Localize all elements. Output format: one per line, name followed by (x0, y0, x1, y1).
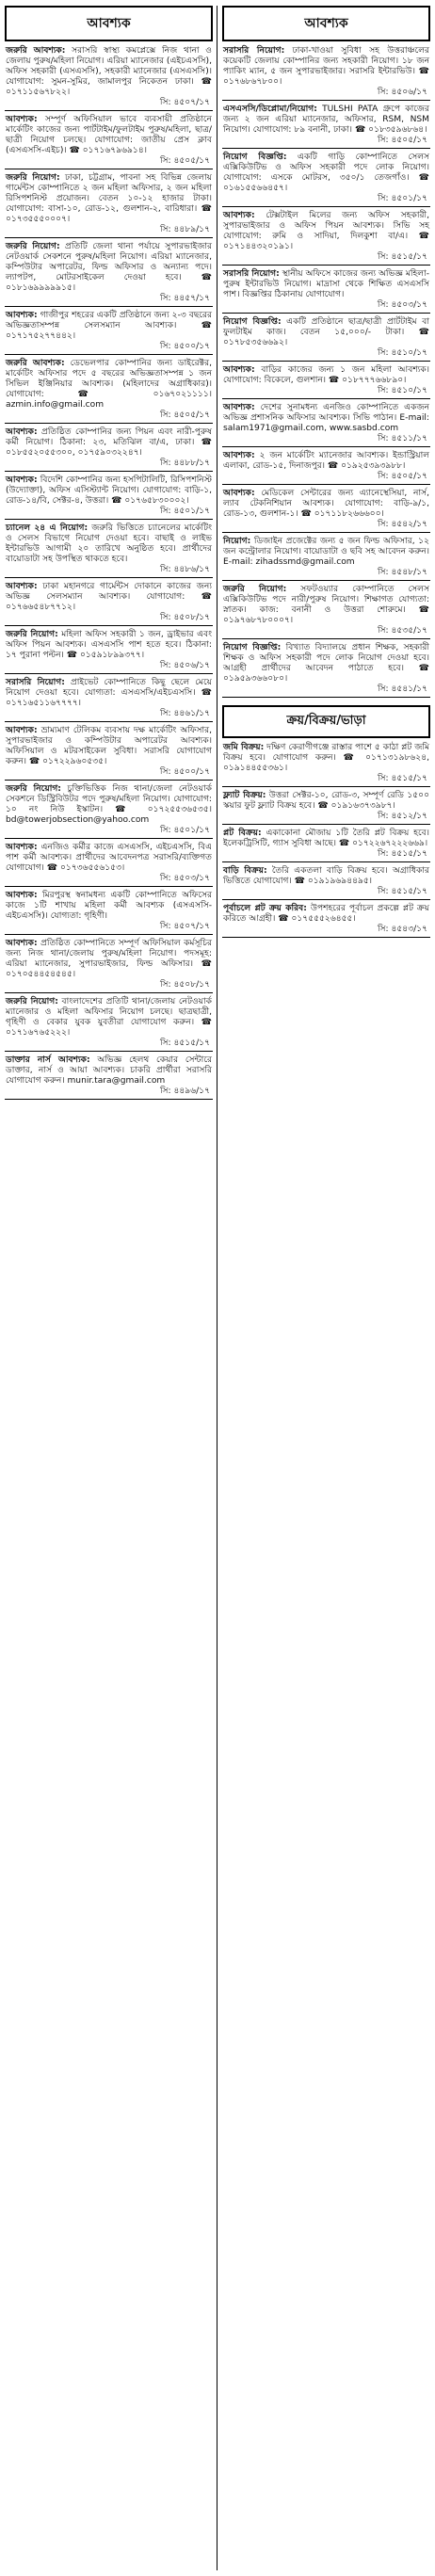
ad-separator (222, 824, 430, 825)
left-section-header: আবশ্যক (5, 6, 213, 41)
classified-ad (222, 535, 430, 579)
ad-text: বাড়ির কাজের জন্য ১ জন মহিলা আবশ্যক। যোগাযোগ: বিকেলে, গুলশান। ☎ ০১৮৭৭৭৬৬৮৯০। (223, 365, 429, 385)
ad-keyword: সরাসরি নিয়োগ: (223, 46, 285, 56)
ad-code: সি: ৪৫১১/১৭ (377, 434, 427, 443)
classified-ad (5, 44, 213, 109)
ad-text: দেশের সুনামধন্য এনজিও কোম্পানিতে একজন অভিজ্ঞ প্রশাসনিক অফিসার আবশ্যক। সিভি পাঠান। E-mail: salam1971@gmail.com, www.sasbd.com (223, 403, 429, 433)
ad-code: সি: ৪৫০৬/১৭ (377, 88, 427, 97)
ad-keyword: জরুরি আবশ্যক: (6, 46, 66, 56)
ad-code: সি: ৪৪৮৯/১৭ (159, 225, 210, 234)
classified-ad (5, 522, 213, 576)
ad-text: দক্ষিণ কেরাণীগঞ্জে রাস্তার পাশে ৫ কাঠা প্লট জমি বিক্রয় হবে। যোগাযোগ করুন। ☎ ০১৭১৩১৯৮৬২৪, ০১৯১৪৪৫৫৩৬১। (223, 743, 429, 773)
ad-keyword: আবশ্যক: (6, 475, 38, 485)
ad-text: TULSHI PATA গ্রুপে কাজের জন্য ২ জন এরিয়া ম্যানেজার, অফিসার, RSM, NSM নিয়োগ। যোগাযোগ: ৮৯ বনানী, ঢাকা। ☎ ০১৮৩৫৯৬৮৬৪। (223, 105, 429, 135)
classified-ad (222, 789, 430, 823)
ad-keyword: নিয়োগ: (223, 537, 251, 546)
ad-keyword: জরুরি আবশ্যক: (6, 359, 65, 368)
classified-ad (5, 782, 213, 837)
ad-separator (5, 838, 213, 839)
ad-keyword: বাড়ি বিক্রয়: (223, 866, 267, 876)
ad-separator (5, 306, 213, 307)
ad-text: বিদেশি কোম্পানির জন্য হসপিটালিটি, রিসিপশনিস্ট (উদ্যোক্তা), অফিস এসিস্ট্যান্ট নিয়োগ। যোগাযোগ: বাড়ি-১, রোড-১৪/বি, সেক্টর-৪, উত্তরা। ☎ ০১৭৬৫৮৩০০০২। (6, 475, 212, 506)
ad-keyword: আবশ্যক: (6, 726, 38, 735)
ad-text: মিরপুরস্থ স্বনামধন্য একটি কোম্পানিতে অফিসের কাজে ১টি শাখায় মহিলা কর্মী আবশ্যক (এসএসসি-এইচএসসি)। যোগ্যতা: গৃহিণী। (6, 891, 212, 921)
ad-code: সি: ৪৫০১/১৭ (159, 826, 210, 835)
ad-text: ২ জন মার্কেটিং ম্যানেজার আবশ্যক। ইন্ডাস্ট্রিয়াল এলাকা, রোড-১৫, দিনাজপুর। ☎ ০১৯২৫৩৯৩৯৮৮। (223, 451, 429, 471)
classified-ad (5, 113, 213, 168)
ad-code: সি: ৪৫১৫/১৭ (377, 774, 427, 783)
ad-keyword: জরুরি নিয়োগ: (6, 173, 60, 183)
ad-text: চুক্তিভিত্তিক নিজ থানা/জেলা নেটওয়ার্ক সেকশনে ডিস্ট্রিবিউটর পদে পুরুষ/মহিলা নিয়োগ। যোগাযোগ: ১০ নং নিউ ইস্কাটন। ☎ ০১৭২৫৫৩৬৫৩৫। bd@towerjobsection@yahoo.com (6, 784, 212, 825)
ad-separator (5, 780, 213, 781)
ad-keyword: এসএসসি/ডিপ্লোমা/নিয়োগ: (223, 105, 317, 114)
ad-text: একটি প্রতিষ্ঠানে ছাত্র/ছাত্রী প্রার্টটাইম বা ফুলটাইম কাজ। বেতন ১৫,০০০/- টাকা। ☎ ০১৭৮৫৩৫৬৬৯২। (223, 317, 429, 347)
ad-code: সি: ৪৫০৫/১৭ (377, 136, 427, 145)
ad-text: টেক্সটাইল মিলের জন্য অফিস সহকারী, সুপারভাইজার ও অফিস পিয়ন আবশ্যক। সিভি সহ যোগাযোগ: রুমি ও সাদিয়া, দিলকুশা বা/এ। ☎ ০১৭১৪৪৩২০১৯১। (223, 211, 429, 251)
ad-text: ডিজাইন প্রজেক্টের জন্য ৫ জন ফিল্ড অফিসার, ১২ জন কন্ট্রোলার নিয়োগ। বায়োডাটা ও ছবি সহ আবেদন করুন। E-mail: zihadssmd@gmail.com (223, 537, 429, 567)
ad-text: জরুরি ভিত্তিতে চ্যানেলের মার্কেটিং ও সেলস বিভাগে নিয়োগ দেওয়া হবে। বাছাই ও লাইভ ইন্টারভিউ আগামী ২০ তারিখে অনুষ্ঠিত হবে। প্রার্থীদের বায়োডাটা সহ উপস্থিত থাকতে হবে। (6, 523, 213, 564)
ad-keyword: আবশ্যক: (6, 939, 38, 948)
ad-separator (5, 471, 213, 472)
ad-separator (222, 206, 430, 207)
ad-code: সি: ৪৫১৫/১৭ (377, 252, 427, 262)
ad-text: ঢাকা, চট্টগ্রাম, পাবনা সহ বিভিন্ন জেলায় গার্মেন্টস কোম্পানিতে ২ জন মহিলা অফিসার, ২ জন মহিলা রিসিপশনিস্ট প্রয়োজন। বেতন ১০-১২ হাজার টাকা। যোগাযোগ: বাসা-১০, রোড-১২, গুলশান-২, বারিধারা। ☎ ০১৭৩৫৫৫০০০৭। (6, 173, 212, 224)
ad-code: সি: ৪৪৮৬/১৭ (159, 565, 210, 574)
ad-text: উত্তরা সেক্টর-১০, রোড-৩, সম্পূর্ণ রেডি ১৫০০ স্কয়ার ফুট ফ্ল্যাট বিক্রয় হবে। ☎ ০১৯১৬৩৭৩৯৮৭। (223, 791, 429, 811)
ad-separator (222, 697, 430, 698)
ad-separator (222, 786, 430, 787)
classified-ad (222, 44, 430, 99)
ad-text: এনজিও কর্মীর কাজে এসএসসি, এইচএসসি, বিএ পাশ কর্মী আবশ্যক। প্রার্থীদের আবেদনপত্র সরাসরি/ব্যক্তিগত যোগাযোগ। ☎ ০১৭৩৬৫৫৬১৫৩। (6, 843, 212, 873)
ad-code: সি: ৪৫১৫/১৭ (377, 887, 427, 896)
ad-separator (222, 265, 430, 266)
ad-separator (222, 484, 430, 485)
ad-separator (222, 580, 430, 581)
classified-ad (222, 864, 430, 898)
classified-ad (222, 363, 430, 397)
ad-keyword: ডাক্তার নার্স আবশ্যক: (6, 1055, 90, 1065)
ad-text: একাকোনা মৌজায় ১টি তৈরি প্লট বিক্রয় হবে। ইলেকট্রিসিটি, গ্যাস সুবিধা আছে। ☎ ০১৭২২৬৭২২২৬৬৯। (223, 829, 429, 848)
classified-ad (222, 827, 430, 861)
classified-ad (222, 583, 430, 637)
ad-code: সি: ৪৫১০/১৭ (377, 386, 427, 395)
ad-keyword: সরাসরি নিয়োগ: (223, 269, 280, 279)
ad-separator (222, 361, 430, 362)
classified-ad (222, 741, 430, 785)
classified-ad (222, 103, 430, 147)
classified-ad (5, 724, 213, 779)
ad-keyword: আবশ্যক: (223, 489, 255, 498)
ad-separator (5, 673, 213, 674)
classified-ad (222, 641, 430, 696)
ad-keyword: আবশ্যক: (6, 843, 38, 852)
classified-ad (5, 580, 213, 624)
ad-separator (5, 237, 213, 238)
ad-separator (222, 861, 430, 862)
ad-keyword: নিয়োগ বিজ্ঞপ্তি: (223, 153, 287, 162)
ad-text: সফটওয়্যার কোম্পানিতে সেলস এক্সিকিউটিভ পদে নারী/পুরুষ নিয়োগ। শিক্ষাগত যোগ্যতা: স্নাতক। কাজ: বনানী ও উত্তরা শোরুমে। ☎ ০১৯৭৬৮৭৮০০০৭। (223, 585, 429, 625)
ad-separator (222, 638, 430, 639)
ad-separator (5, 992, 213, 993)
classified-ad (5, 937, 213, 991)
ad-code: সি: ৪৫১৫/১৭ (377, 849, 427, 859)
ad-code: সি: ৪৪৯৬/১৭ (159, 1087, 210, 1096)
ad-text: ঢাকা মহানগরে গার্মেন্টস দোকানে কাজের জন্য অভিজ্ঞ সেলসম্যান আবশ্যক। যোগাযোগ: ☎ ০১৭৬৬৫৪৮৭৭১২। (6, 582, 212, 612)
ad-separator (222, 398, 430, 399)
ad-text: বাংলাদেশের প্রতিটি থানা/জেলায় নেটওয়ার্ক ম্যানেজার ও মহিলা অফিসার নিয়োগ চলছে। ছাত্রছাত্রী, গৃহিণী ও বেকার যুবক যুবতীরা যোগাযোগ করুন। ☎ ০১৭১৬৭৬৫২২২। (6, 997, 212, 1038)
ad-text: মেডিকেল সেন্টারের জন্য এ্যানেস্থেসিয়া, নার্স, ল্যাব টেকনিশিয়ান আবশ্যক। যোগাযোগ: বাড়ি-৯/১, রোড-১৩, গুলশান-১। ☎ ০১৭১১৮২৬৬৬০০। (223, 489, 429, 519)
ad-separator (5, 110, 213, 111)
ad-keyword: আবশ্যক: (223, 365, 255, 375)
right-section-header: আবশ্যক (222, 6, 430, 41)
classified-ad (5, 995, 213, 1050)
ad-code: সি: ৪৫৪১/১৭ (377, 684, 427, 694)
classified-ad (222, 449, 430, 483)
ad-text: সম্পূর্ণ অফিসিয়াল ভাবে ব্যবসায়ী প্রতিষ্ঠানে মার্কেটিং কাজের জন্য পার্টটাইম/ফুলটাইম পুরুষ/মহিলা, ছাত্র/ছাত্রী নিয়োগ চলছে। যোগাযোগ: জাতীয় প্রেস ক্লাব (এসএসসি-এইচ)। ☎ ০১৭১৬৭৯৬৯১৪। (6, 115, 212, 155)
classified-ad (5, 426, 213, 470)
ad-keyword: নিয়োগ বিজ্ঞপ্তি: (223, 317, 282, 327)
ad-code: সি: ৪৫০৭/১৭ (159, 98, 210, 107)
classified-ad (222, 209, 430, 264)
ad-separator (222, 899, 430, 900)
classified-ad (222, 151, 430, 205)
ad-keyword: আবশ্যক: (6, 115, 38, 124)
ad-text: গাজীপুর শহরের একটি প্রতিষ্ঠানে জন্য ২-৩ বছরের অভিজ্ঞতাসম্পন্ন সেলসম্যান আবশ্যক। ☎ ০১৭১৭৫২৭৭৪৪২। (6, 311, 212, 341)
ad-keyword: আবশ্যক: (6, 427, 38, 437)
ad-code: সি: ৪৫১২/১৭ (377, 812, 427, 821)
ad-text: সরাসরি স্বাস্থ্য কমপ্লেক্সে নিজ থানা ও জেলায় পুরুষ/মহিলা নিয়োগ। এরিয়া ম্যানেজার (এইচএসসি), অফিস সহকারী (এসএসসি), সহকারী ম্যানেজার (এসএসসি)। যোগাযোগ: সুমন-সুমির, জামালপুর নিকেতন ঢাকা। ☎ ০১৭১১৫৬৭৮২২। (6, 46, 212, 97)
ad-separator (222, 100, 430, 101)
ad-code: সি: ৪৪৮৮/১৭ (159, 459, 210, 468)
ad-separator (222, 313, 430, 314)
ad-text: প্রতিটি জেলা থানা পর্যায়ে সুপারভাইজার নেটওয়ার্ক সেকশনে পুরুষ/মহিলা নিয়োগ। এরিয়া ম্যানেজার, কম্পিউটার অপারেটর, ফিল্ড অফিসার ও অন্যান্য পদে। ল্যাপটপ, মোটরসাইকেল দেওয়া হবে। ☎ ০১৮১৬৯৯৯৯৯১৫। (6, 242, 212, 293)
ad-separator (5, 577, 213, 578)
sale-section-header: ক্রয়/বিক্রয়/ভাড়া (222, 705, 430, 738)
classified-ad (5, 240, 213, 305)
ad-keyword: পূর্বাচলে প্লট ক্রয় করিব: (223, 904, 307, 913)
ad-code: সি: ৪৫০৫/১৭ (377, 472, 427, 481)
classified-ad (5, 889, 213, 933)
classified-ad (222, 267, 430, 312)
ad-keyword: আবশ্যক: (6, 311, 38, 320)
ad-code: সি: ৪৪৫৭/১৭ (159, 294, 210, 303)
ad-keyword: জরুরি নিয়োগ: (223, 585, 287, 594)
ad-code: সি: ৪৫০১/১৭ (159, 507, 210, 516)
classified-ad (5, 309, 213, 353)
column-divider (217, 6, 218, 2570)
ad-code: সি: ৪৫০৮/১৭ (159, 980, 210, 990)
ad-separator (5, 423, 213, 424)
ad-code: সি: ৪৫৪৮/১৭ (377, 568, 427, 577)
ad-text: তৈরি একতলা বাড়ি বিক্রয় হবে। অগ্রাধিকার ভিত্তিতে যোগাযোগ। ☎ ০১৯১৯৬৯৪৪৯৫। (223, 866, 429, 886)
ad-keyword: জরুরি নিয়োগ: (6, 784, 61, 794)
ad-keyword: চ্যানেল ২৪ এ নিয়োগ: (6, 523, 89, 533)
left-ads-list (5, 44, 213, 1100)
ad-code: সি: ৪৫১৫/১৭ (159, 1038, 210, 1048)
ad-code: সি: ৪৫০০/১৭ (159, 342, 210, 351)
ad-separator (5, 519, 213, 520)
classified-ad (5, 628, 213, 672)
ad-separator (222, 532, 430, 533)
ad-text: ঢাকা-খাওয়া সুবিধা সহ উত্তরাঞ্চলের কয়েকটি জেলায় কোম্পানির জন্য সহকারী নিয়োগ। ১৮ জন প্যাকিং ম্যান, ৫ জন সুপারভাইজার। সরাসরি ইন্টারভিউ। ☎ ০১৭৬৮৬৭৮০০। (223, 46, 429, 87)
ad-text: একটি গাড়ি কোম্পানিতে সেলস এক্সিকিউটিভ ও অফিস সহকারী পদে লোক নিয়োগ। যোগাযোগ: এসকে মোটরস, ৩৫০/১ তেজগাঁও। ☎ ০১৬১৫৫৬৬৪৫৭। (223, 153, 429, 193)
ad-separator (5, 625, 213, 626)
ad-code: সি: ৪৫০৩/১৭ (159, 874, 210, 883)
ad-text: উপশহরের পূর্বাচল প্রকল্পে প্লট ক্রয় করিতে আগ্রহী। ☎ ০১৭৫৫৫২৬৪৫৫। (223, 904, 429, 924)
ad-separator (5, 886, 213, 887)
ad-text: প্রাইভেট কোম্পানিতে কিছু ছেলে মেয়ে নিয়োগ দেওয়া হবে। যোগ্যতা: এসএসসি/এইচএসসি। ☎ ০১৭১৬৫১১৬৭৭৭৭। (6, 678, 212, 708)
ad-code: সি: ৪৪৬১/১৭ (159, 709, 210, 718)
ad-separator (5, 934, 213, 935)
right-ads-list (222, 44, 430, 698)
ad-separator (5, 1051, 213, 1052)
ad-keyword: আবশ্যক: (223, 211, 255, 220)
ad-text: ভ্রাম্যমাণ টেলিকম ব্যবসায় দক্ষ মার্কেটিং অফিসার, সুপারভাইজার ও কম্পিউটার অপারেটর আবশ্যক। অফিসিয়াল ও মটরসাইকেল সুবিধা। সরাসরি যোগাযোগ করুন। ☎ ০১৭২২৯৬০৫৩৫। (6, 726, 212, 766)
ad-code: সি: ৪৫৩৫/১৭ (377, 626, 427, 636)
ad-separator (5, 354, 213, 355)
ad-code: সি: ৪৫০৬/১৭ (159, 661, 210, 670)
ad-text: প্রতিষ্ঠিত কোম্পানিতে সম্পূর্ণ অফিসিয়াল কর্মসূচির জন্য নিজ থানা/জেলায় পুরুষ/মহিলা নিয়োগ। পদসমূহ: এরিয়া ম্যানেজার, সুপারভাইজার, ফিল্ড অফিসার। ☎ ০১৭০৫৪৪৫৪৫৪৫। (6, 939, 212, 979)
classified-ad (222, 902, 430, 936)
ad-keyword: আবশ্যক: (223, 403, 255, 412)
ad-code: সি: ৪৫৪৩/১৭ (377, 925, 427, 934)
classified-ad (222, 315, 430, 360)
ad-keyword: আবশ্যক: (6, 891, 38, 900)
ad-text: ডেভেলপার কোম্পানির জন্য ডাইরেক্টর, মার্কেটিং অফিসার পদে ৫ বছরের অভিজ্ঞতাসম্পন্ন ১ জন সিভিল ইঞ্জিনিয়ার আবশ্যক। (মহিলাদের অগ্রাধিকার)। যোগাযোগ: ☎ ০১৬৭০২১১১১। azmin.info@gmail.com (6, 359, 212, 410)
classified-ad (5, 841, 213, 885)
classified-ad (5, 474, 213, 518)
ad-keyword: জরুরি নিয়োগ: (6, 997, 58, 1006)
right-column (222, 6, 430, 2570)
ad-keyword: ফ্ল্যাট বিক্রয়: (223, 791, 266, 800)
ad-code: সি: ৪৫০১/১৭ (377, 194, 427, 203)
ad-keyword: জরুরি নিয়োগ: (6, 242, 60, 251)
ad-text: স্থানীয় অফিসে কাজের জন্য অভিজ্ঞ মহিলা-পুরুষ ইন্টারভিউ নিয়োগ। মাদ্রাসা থেকে শিক্ষিত এসএসসি পাশ। বিজ্ঞপ্তির ঠিকানায় যোগাযোগ। (223, 269, 429, 299)
ad-code: সি: ৪৫০৮/১৭ (159, 613, 210, 622)
ad-text: প্রতিষ্ঠিত কোম্পানির জন্য পিয়ন এবং নারী-পুরুষ কর্মী নিয়োগ। ঠিকানা: ২৩, মতিঝিল বা/এ, ঢাকা। ☎ ০১৮৫৫২০৫৫৩০০, ০১৭৫৯০৩২২৪৭। (6, 427, 212, 458)
classified-ad (222, 401, 430, 445)
ad-keyword: প্লট বিক্রয়: (223, 829, 262, 838)
ad-text: অভিজ্ঞ হেলথ কেয়ার সেন্টারে ডাক্তার, নার্স ও আয়া আবশ্যক। চাকরি প্রার্থীরা সরাসরি যোগাযোগ করুন। munir.tara@gmail.com (6, 1055, 212, 1086)
classified-ad (5, 357, 213, 422)
ad-code: সি: ৪৫০৫/১৭ (159, 156, 210, 166)
ad-code: সি: ৪৫০৫/১৭ (159, 411, 210, 420)
classified-ad (5, 676, 213, 720)
ad-text: বিখ্যাত বিদ্যালয়ে প্রধান শিক্ষক, সহকারী শিক্ষক ও অফিস সহকারী পদে লোক নিয়োগ দেওয়া হবে। আগ্রহী প্রার্থীদের আবেদন পাঠাতে হবে। ☎ ০১৯৫৯৩৬৬০৮০। (223, 643, 429, 684)
classified-ad (5, 1054, 213, 1098)
ad-separator (5, 721, 213, 722)
ad-code: সি: ৪৫৪২/১৭ (377, 520, 427, 529)
classified-ad (5, 171, 213, 236)
ad-separator (5, 1099, 213, 1100)
sale-ads-list (222, 741, 430, 938)
ad-code: সি: ৪৫০৩/১৭ (377, 300, 427, 310)
ad-separator (222, 446, 430, 447)
ad-code: সি: ৪৫১০/১৭ (377, 348, 427, 358)
ad-keyword: সরাসরি নিয়োগ: (6, 678, 65, 687)
ad-separator (222, 937, 430, 938)
ad-keyword: নিয়োগ বিজ্ঞপ্তি: (223, 643, 282, 652)
ad-code: সি: ৪৫০০/১৭ (159, 767, 210, 777)
ad-keyword: আবশ্যক: (6, 582, 38, 591)
ad-keyword: জমি বিক্রয়: (223, 743, 265, 752)
classified-ad (222, 487, 430, 531)
ad-separator (222, 148, 430, 149)
ad-text: মহিলা অফিস সহকারী ১ জন, ড্রাইভার এবং অফিস পিয়ন আবশ্যক। এসএসসি পাশ হতে হবে। ঠিকানা: ১৭ পুরানা পল্টন। ☎ ০১৫৯১৮৯৯৩৭৭। (6, 630, 212, 660)
ad-keyword: আবশ্যক: (223, 451, 255, 460)
ad-keyword: জরুরি নিয়োগ: (6, 630, 58, 639)
left-column (5, 6, 213, 2570)
ad-code: সি: ৪৫০৭/১৭ (159, 922, 210, 931)
